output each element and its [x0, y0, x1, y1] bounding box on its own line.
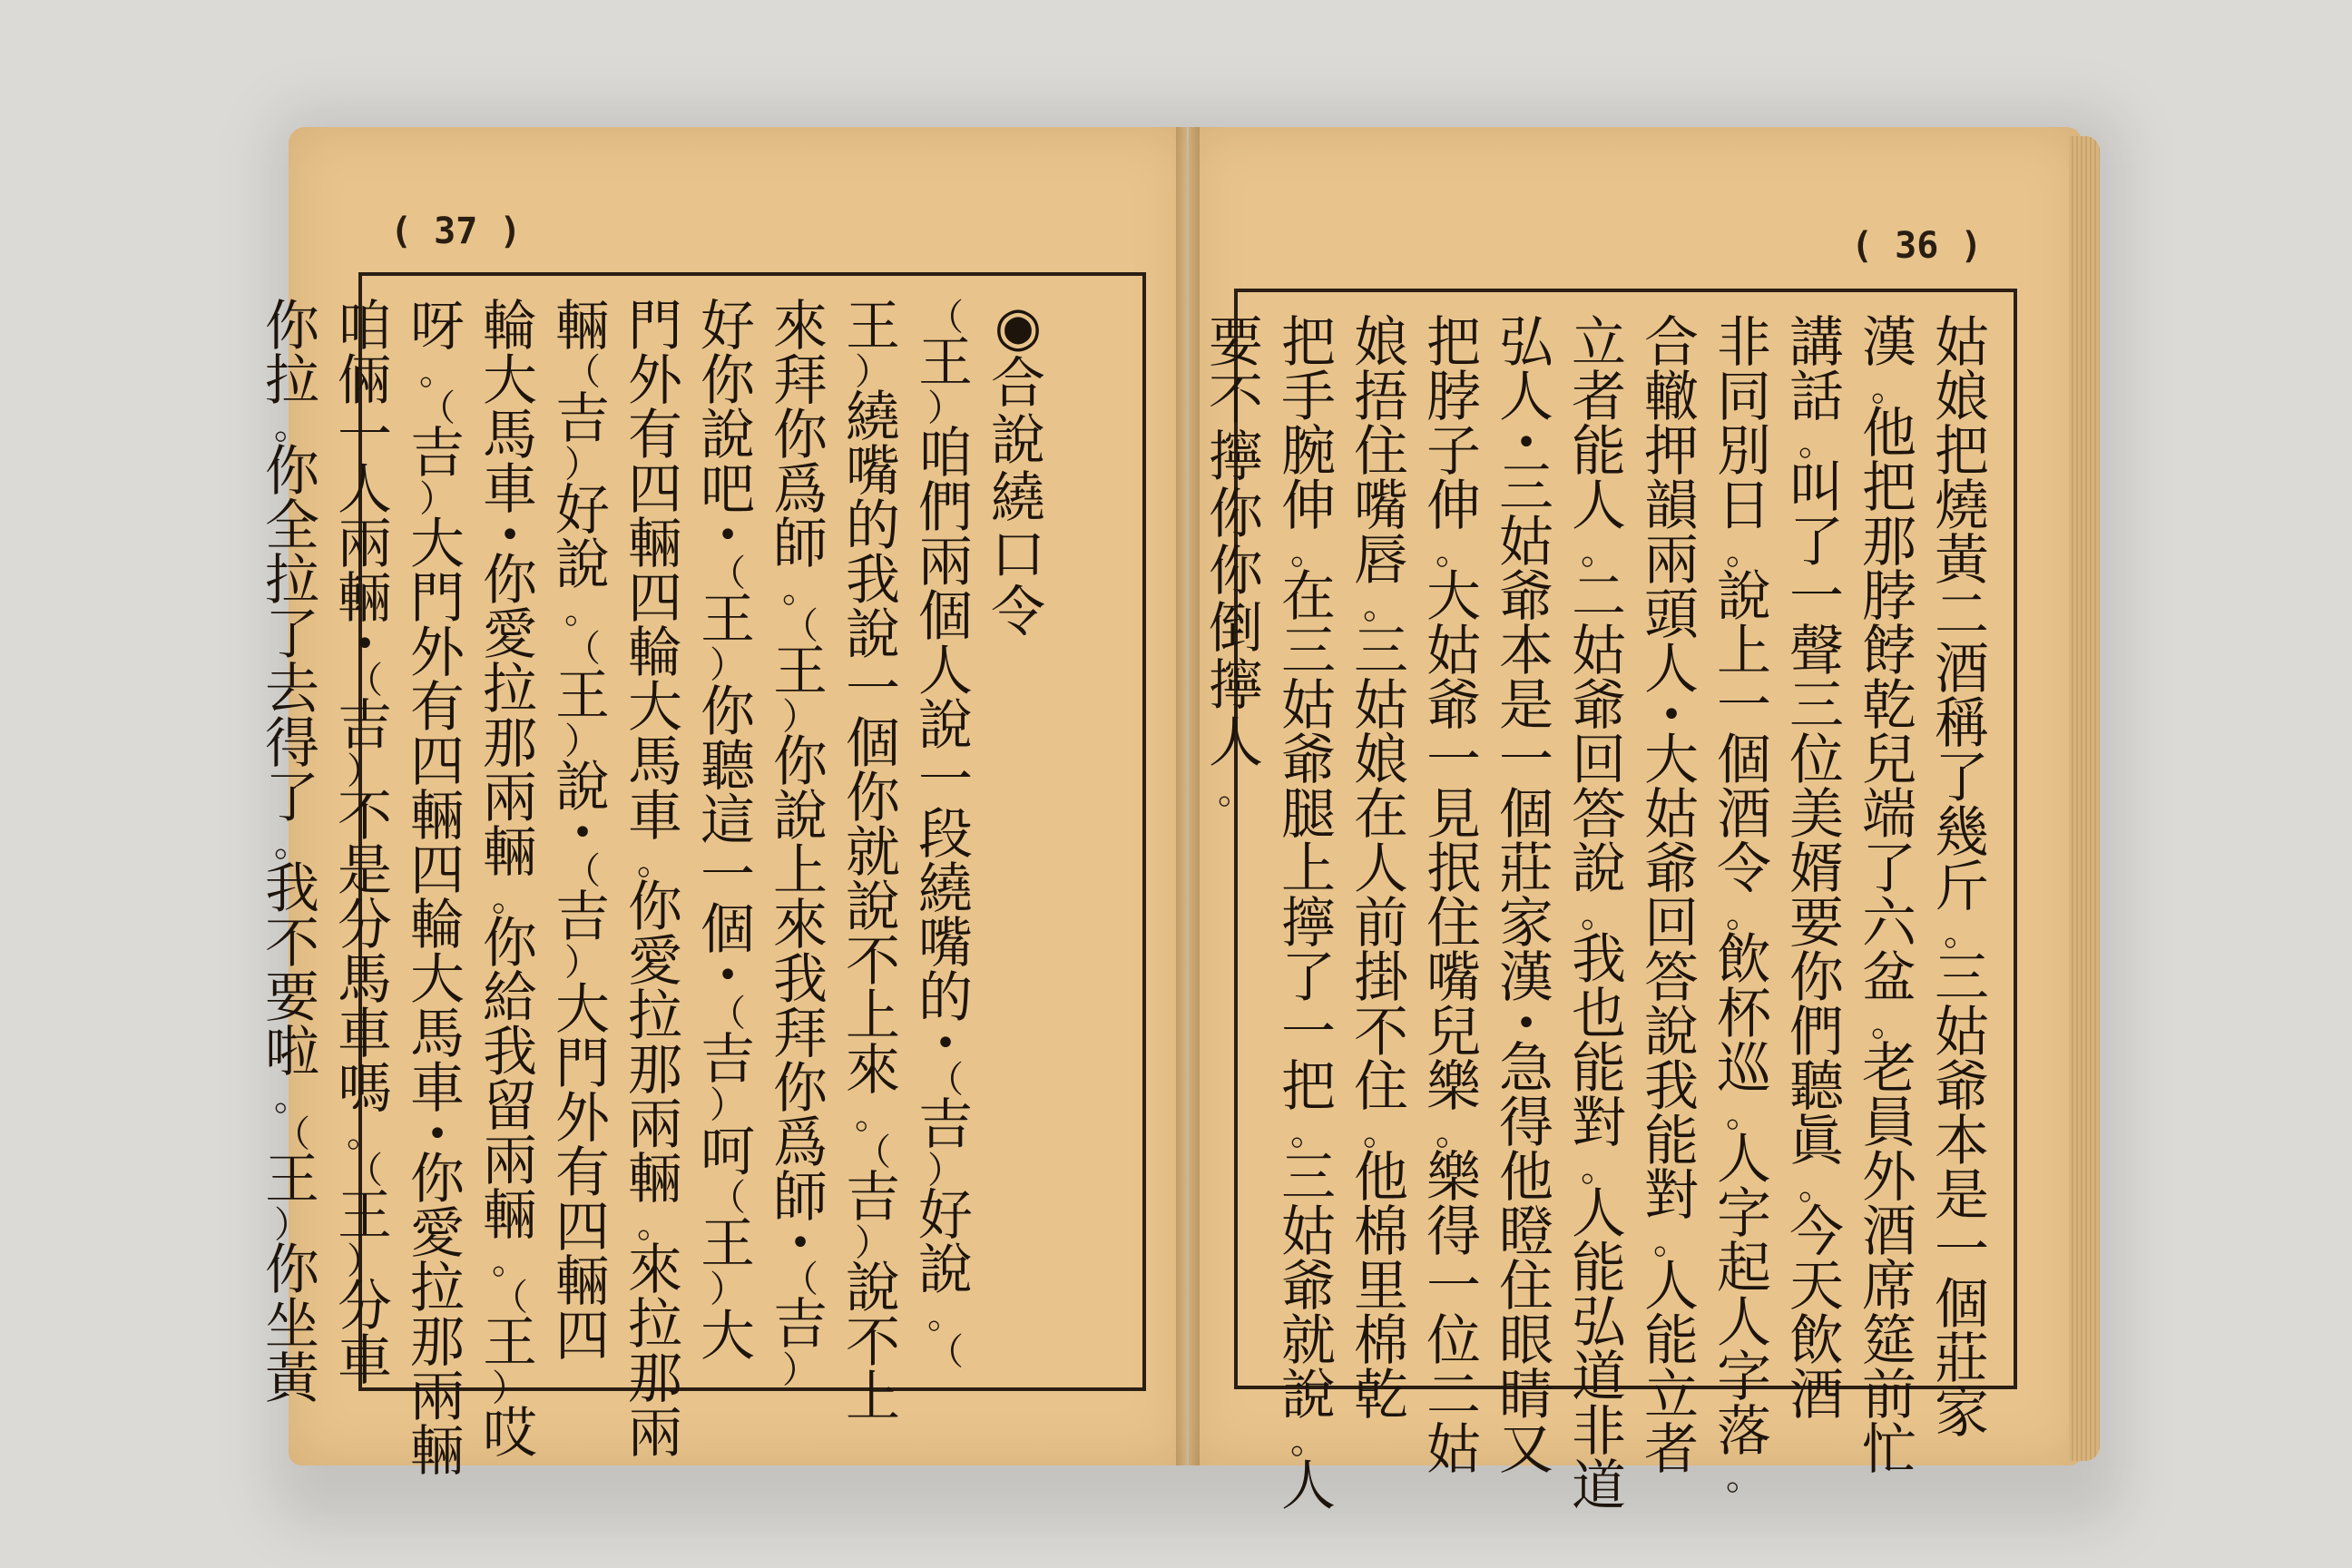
left-text-column: （ 王 ） 咱 們 兩 個 人 說 一 段 繞 嘴 的 • （ 吉 ） 好 說 。 （ — [918, 297, 973, 1373]
right-text-column: 娘 捂 住 嘴 唇 。 三 姑 娘 在 人 前 掛 不 住 。 他 棉 里 棉 乾 — [1354, 311, 1408, 1427]
right-text-columns — [1200, 311, 1997, 1518]
left-text-column: 輪 大 馬 車 • 你 愛 拉 那 兩 輛 。 你 給 我 留 兩 輛 。 （ 王 ） 哎 — [483, 295, 537, 1465]
right-text-column: 講 話 。 叫 了 一 聲 三 位 美 婿 要 你 們 聽 眞 。 今 天 飲 酒 — [1789, 311, 1844, 1427]
right-text-frame — [1209, 289, 2017, 1518]
right-text-column: 立 者 能 人 。 二 姑 爺 回 答 說 。 我 也 能 對 。 人 能 弘 道 非 道 — [1572, 311, 1626, 1518]
left-text-column: 呀 。 （ 吉 ） 大 門 外 有 四 輛 四 輪 大 馬 車 • 你 愛 拉 那 兩 輛 — [410, 295, 465, 1484]
left-text-column: 好 你 說 吧 • （ 王 ） 你 聽 這 一 個 • （ 吉 ） 呵 （ 王 ） 大 — [701, 295, 755, 1368]
left-text-column: 輛 （ 吉 ） 好 說 。 （ 王 ） 說 • （ 吉 ） 大 門 外 有 四 輛 四 — [555, 295, 610, 1368]
right-text-column: 姑 娘 把 燒 黃 二 酒 稱 了 幾 斤 。 三 姑 爺 本 是 一 個 莊 家 — [1935, 311, 1989, 1446]
left-text-frame — [265, 272, 1146, 1484]
left-page-number: ( 37 ) — [390, 211, 522, 252]
left-text-column — [1055, 299, 1126, 1364]
book-gutter — [1176, 127, 1200, 1465]
right-text-column: 合 轍 押 韻 兩 頭 人 • 大 姑 爺 回 答 說 我 能 對 。 人 能 立 者 — [1644, 311, 1699, 1482]
right-text-column: 非 同 別 日 。 說 上 一 個 酒 令 。 飲 杯 巡 。 人 字 起 人 字 落 。 — [1717, 311, 1771, 1498]
left-text-column: ◉ 合 說 繞 口 令 — [991, 295, 1045, 644]
page-edges — [2069, 136, 2100, 1461]
right-page-number: ( 36 ) — [1851, 225, 1983, 267]
left-text-columns — [257, 295, 1126, 1484]
right-text-column: 弘 人 • 三 姑 爺 本 是 一 個 莊 家 漢 • 急 得 他 瞪 住 眼 睛 又 — [1499, 311, 1553, 1482]
left-text-column: 來 拜 你 爲 師 。 （ 王 ） 你 說 上 來 我 拜 你 爲 師 • （ 吉 ） — [773, 295, 828, 1391]
right-text-column: 要 不 擰 你 你 倒 擰 人 。 — [1209, 311, 1263, 812]
right-text-column: 漢 。 他 把 那 脖 餑 乾 兒 端 了 六 盆 。 老 員 外 酒 席 筵 前 忙 — [1862, 311, 1916, 1482]
left-text-column: 你 拉 。 你 全 拉 了 去 得 了 。 我 不 要 啦 。 （ 王 ） 你 坐 黃 — [265, 295, 319, 1411]
right-text-column: 把 脖 子 伸 。 大 姑 爺 一 見 抿 住 嘴 兒 樂 。 樂 得 一 位 二 姑 — [1426, 311, 1481, 1482]
right-text-column: 把 手 腕 伸 。 在 三 姑 爺 腿 上 擰 了 一 把 。 三 姑 爺 就 說 。 人 — [1281, 311, 1336, 1518]
left-text-column: 門 外 有 四 輛 四 輪 大 馬 車 。 你 愛 拉 那 兩 輛 。 來 拉 那 兩 — [628, 295, 682, 1465]
left-text-column: 咱 倆 一 人 兩 輛 • （ 吉 ） 不 是 分 馬 車 嗎 。 （ 王 ） 分 車 — [338, 295, 392, 1393]
left-text-column: 王 ） 繞 嘴 的 我 說 一 個 你 就 說 不 上 來 。 （ 吉 ） 說 不 上 — [846, 295, 900, 1429]
